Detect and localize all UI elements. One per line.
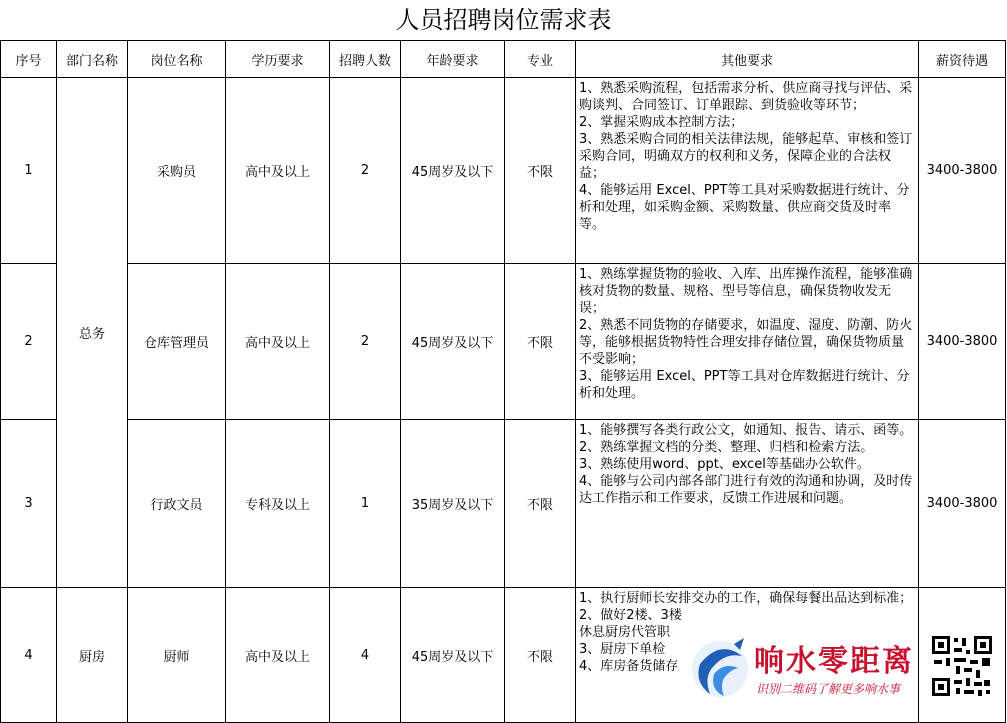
- row-number: 1: [1, 78, 57, 264]
- education: 高中及以上: [226, 78, 330, 264]
- requirement-item: 1、熟悉采购流程，包括需求分析、供应商寻找与评估、采购谈判、合同签订、订单跟踪、到货验收等环节；: [579, 81, 913, 113]
- requirement-item: 3、厨房下单检: [579, 642, 666, 657]
- header-cell: 薪资待遇: [919, 41, 1006, 78]
- major: 不限: [505, 420, 576, 588]
- header-cell: 序号: [1, 41, 57, 78]
- requirement-item: 3、熟悉采购合同的相关法律法规，能够起草、审核和签订采购合同，明确双方的权利和义务，保障企业的合法权益；: [579, 132, 913, 181]
- requirement-item: 1、熟练掌握货物的验收、入库、出库操作流程，能够准确核对货物的数量、规格、型号等信息，确保货物收发无误；: [579, 267, 913, 316]
- post-name: 采购员: [128, 78, 226, 264]
- table-row: [1, 420, 1006, 588]
- recruitment-table: [0, 40, 1006, 723]
- requirement-item: 2、熟悉不同货物的存储要求，如温度、湿度、防潮、防火等，能够根据货物特性合理安排存储位置，确保货物质量不受影响；: [579, 318, 913, 367]
- table-row: [1, 264, 1006, 420]
- salary: 3400-3800: [919, 420, 1006, 588]
- table-row: [1, 588, 1006, 723]
- department-cell: 总务: [57, 78, 128, 588]
- row-number: 3: [1, 420, 57, 588]
- post-name: 厨师: [128, 588, 226, 723]
- row-number: 2: [1, 264, 57, 420]
- post-name: 行政文员: [128, 420, 226, 588]
- header-cell: 学历要求: [226, 41, 330, 78]
- other-requirements: [576, 588, 919, 723]
- education: 专科及以上: [226, 420, 330, 588]
- brand-name: 响水零距离: [754, 644, 914, 679]
- headcount: 4: [330, 588, 401, 723]
- requirement-item: 1、能够撰写各类行政公文，如通知、报告、请示、函等。: [579, 423, 913, 438]
- requirement-item: 2、做好2楼、3楼: [579, 608, 682, 623]
- post-name: 仓库管理员: [128, 264, 226, 420]
- table-row: [1, 78, 1006, 264]
- requirement-item: 3、能够运用 Excel、PPT等工具对仓库数据进行统计、分析和处理。: [579, 369, 910, 401]
- major: 不限: [505, 264, 576, 420]
- header-cell: 部门名称: [57, 41, 128, 78]
- salary: 3400-3800: [919, 264, 1006, 420]
- brand-tagline: 识别二维码了解更多响水事: [756, 682, 901, 696]
- other-requirements: [576, 78, 919, 264]
- requirement-item: 3、熟练使用word、ppt、excel等基础办公软件。: [579, 457, 870, 472]
- requirement-item: 4、库房备货储存: [579, 659, 679, 674]
- salary: 3400-3800: [919, 78, 1006, 264]
- education: 高中及以上: [226, 264, 330, 420]
- major: 不限: [505, 588, 576, 723]
- age-requirement: 45周岁及以下: [401, 264, 505, 420]
- header-cell: 其他要求: [576, 41, 919, 78]
- age-requirement: 45周岁及以下: [401, 588, 505, 723]
- major: 不限: [505, 78, 576, 264]
- row-number: 4: [1, 588, 57, 723]
- header-cell: 岗位名称: [128, 41, 226, 78]
- header-cell: 专业: [505, 41, 576, 78]
- other-requirements: [576, 264, 919, 420]
- requirement-item: 2、掌握采购成本控制方法；: [579, 115, 744, 130]
- headcount: 2: [330, 264, 401, 420]
- requirement-item: 4、能够运用 Excel、PPT等工具对采购数据进行统计、分析和处理，如采购金额、采购数量、供应商交货及时率等。: [579, 183, 910, 232]
- header-cell: 年龄要求: [401, 41, 505, 78]
- requirement-item: 4、能够与公司内部各部门进行有效的沟通和协调，及时传达工作指示和工作要求，反馈工作进展和问题。: [579, 474, 913, 506]
- headcount: 1: [330, 420, 401, 588]
- age-requirement: 35周岁及以下: [401, 420, 505, 588]
- headcount: 2: [330, 78, 401, 264]
- page-title: 人员招聘岗位需求表: [395, 6, 612, 34]
- other-requirements: [576, 420, 919, 588]
- age-requirement: 45周岁及以下: [401, 78, 505, 264]
- department-cell: 厨房: [57, 588, 128, 723]
- requirement-item: 1、执行厨师长安排交办的工作，确保每餐出品达到标准；: [579, 591, 913, 606]
- requirement-item: 2、熟练掌握文档的分类、整理、归档和检索方法。: [579, 440, 874, 455]
- header-row: [1, 41, 1006, 78]
- education: 高中及以上: [226, 588, 330, 723]
- salary: [919, 588, 1006, 723]
- requirement-item: 休息厨房代管职: [579, 625, 671, 640]
- header-cell: 招聘人数: [330, 41, 401, 78]
